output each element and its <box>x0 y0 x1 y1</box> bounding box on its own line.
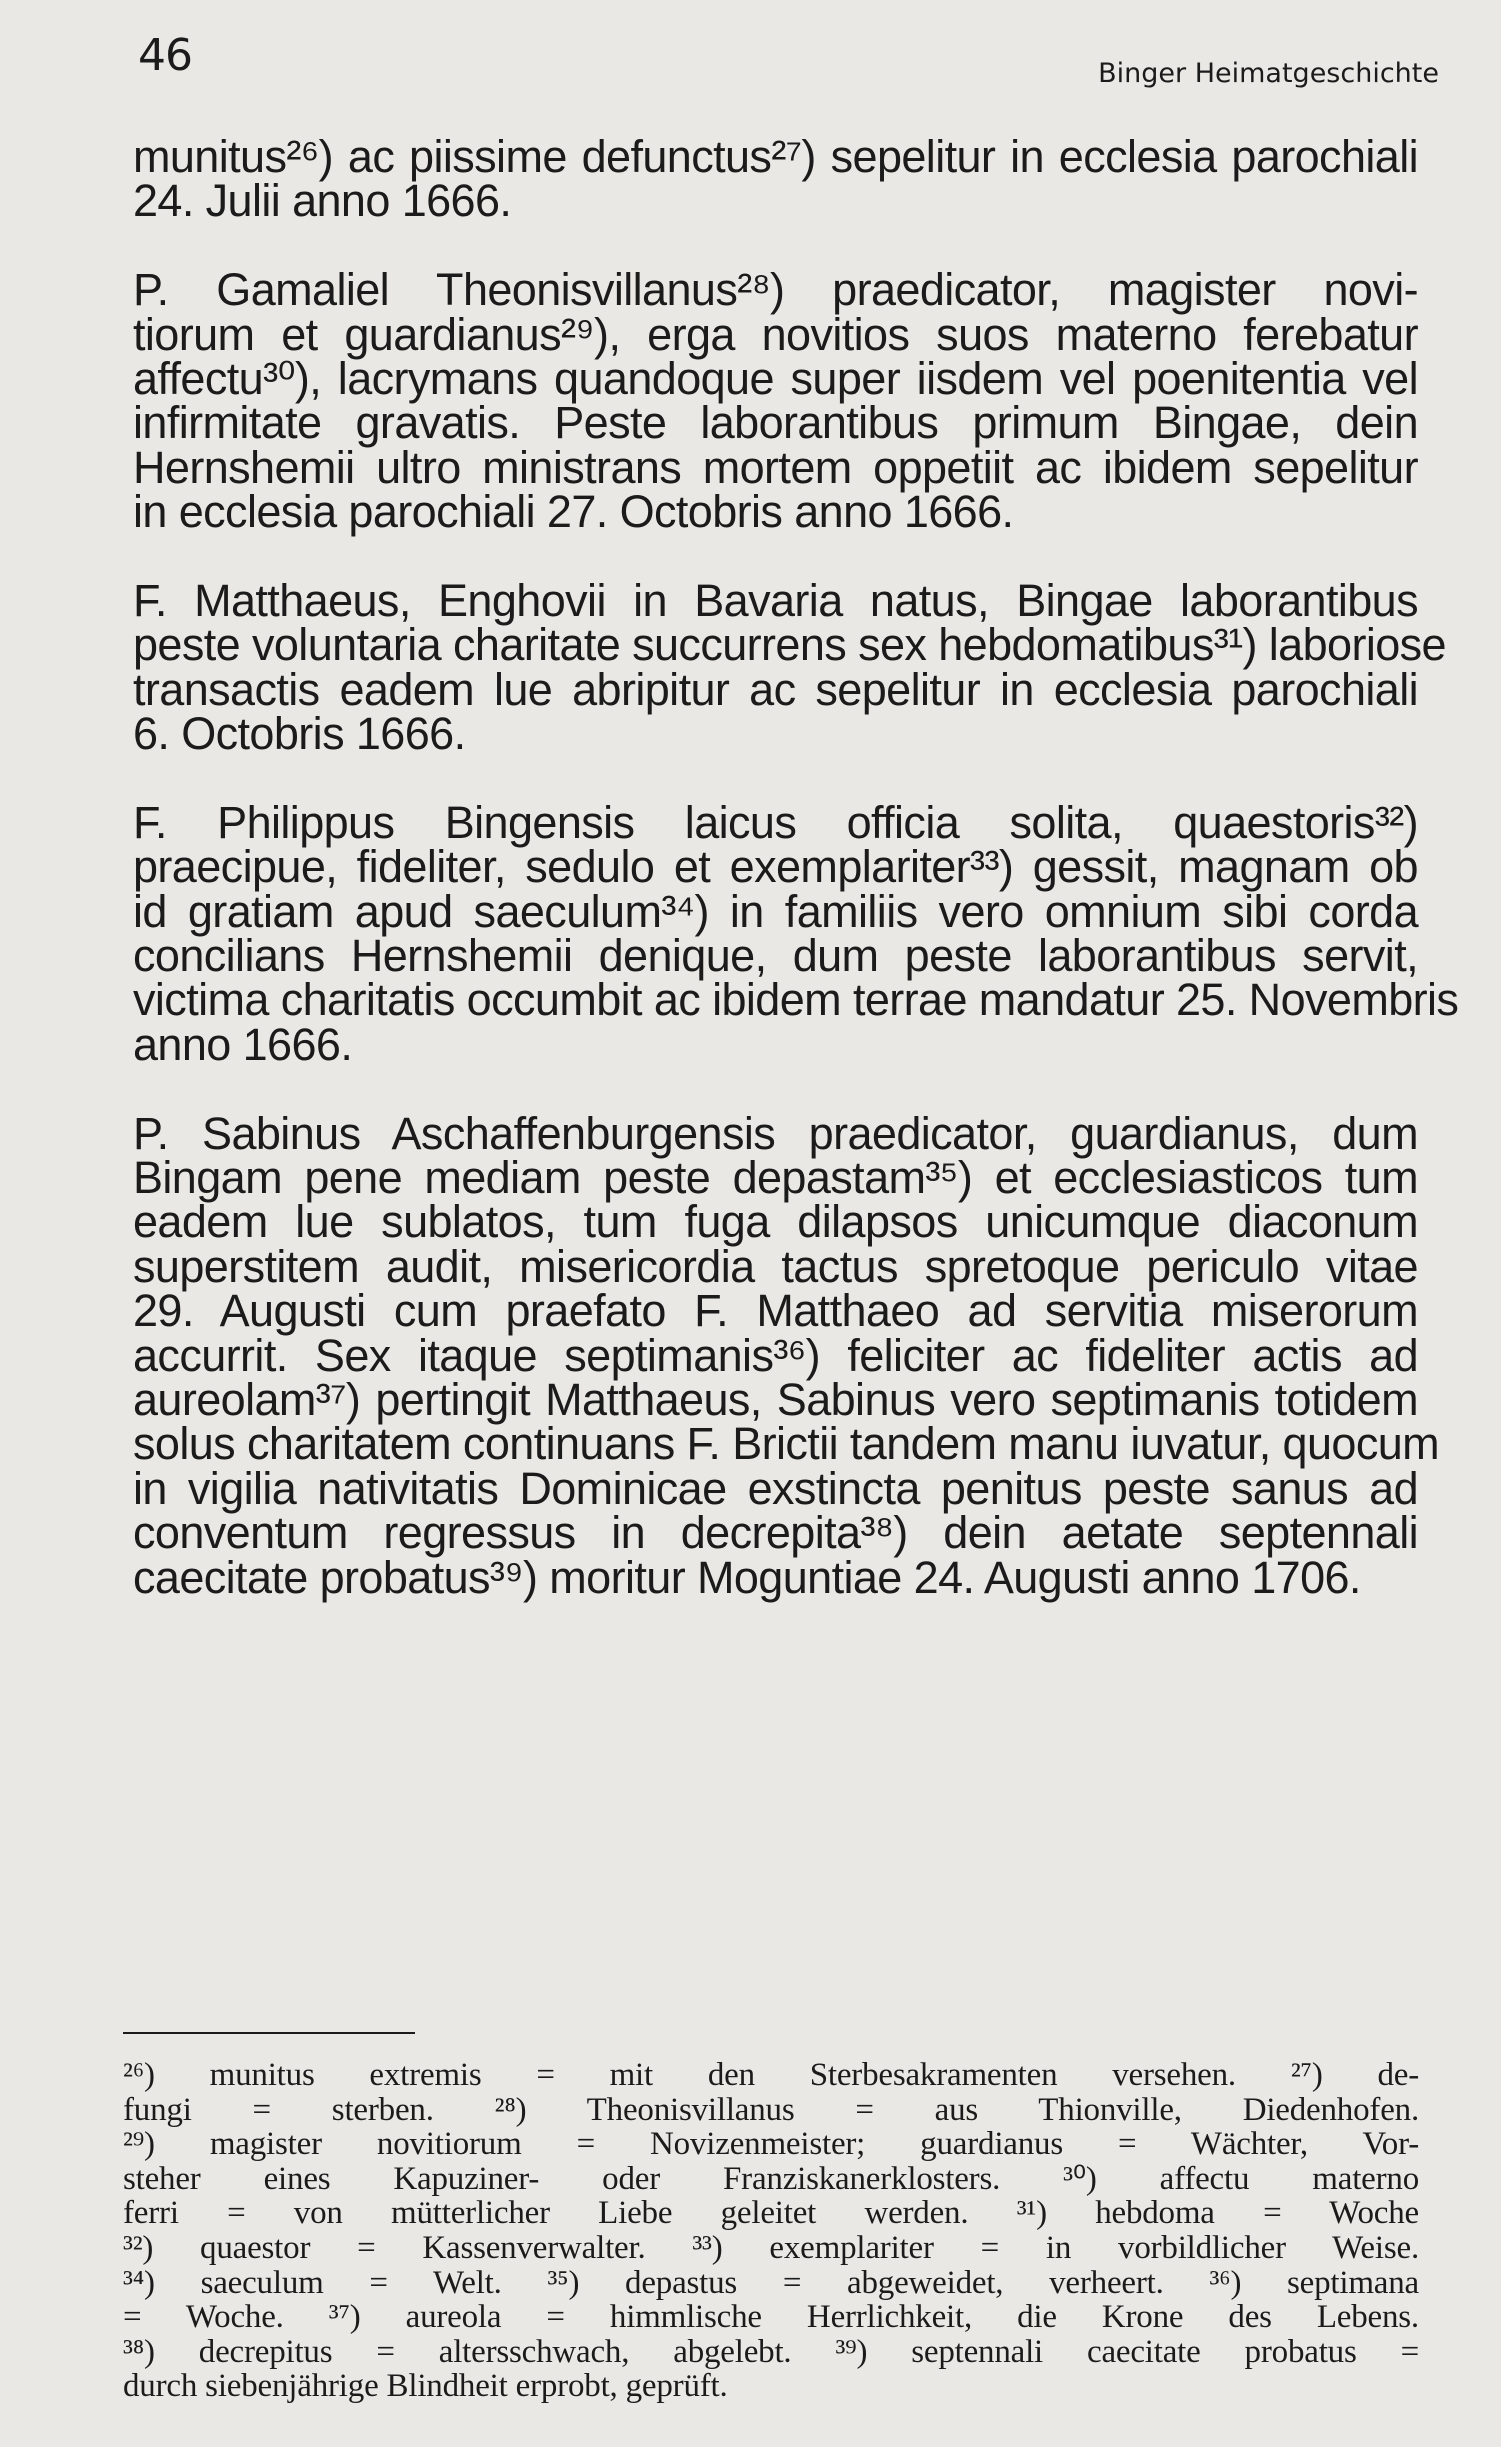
text-line: 29. Augusti cum praefato F. Matthaeo ad servitia miserorum <box>133 1285 1418 1337</box>
text-line: concilians Hernshemii denique, dum peste laborantibus servit, <box>133 930 1418 982</box>
text-line: praecipue, fideliter, sedulo et exemplariter³³) gessit, magnam ob <box>133 841 1418 893</box>
text-line: P. Gamaliel Theonisvillanus²⁸) praedicator, magister novi- <box>133 264 1418 316</box>
text-line: 24. Julii anno 1666. <box>133 175 512 227</box>
text-line: solus charitatem continuans F. Brictii tandem manu iuvatur, quocum <box>133 1418 1440 1470</box>
paragraph-gap <box>133 756 1418 800</box>
footnote-line: durch siebenjährige Blindheit erprobt, geprüft. <box>123 2368 728 2405</box>
text-line: 6. Octobris 1666. <box>133 708 466 760</box>
paragraph-gap <box>133 535 1418 579</box>
footnote-line: ³²) quaestor = Kassenverwalter. ³³) exemplariter = in vorbildlicher Weise. <box>123 2229 1419 2266</box>
text-line: superstitem audit, misericordia tactus spretoque periculo vitae <box>133 1240 1418 1292</box>
text-line: caecitate probatus³⁹) moritur Moguntiae 24. Augusti anno 1706. <box>133 1551 1361 1603</box>
footnote-line: = Woche. ³⁷) aureola = himmlische Herrlichkeit, die Krone des Lebens. <box>123 2299 1419 2336</box>
text-line: in vigilia nativitatis Dominicae exstincta penitus peste sanus ad <box>133 1462 1418 1514</box>
body-text <box>133 131 1459 1603</box>
text-line: P. Sabinus Aschaffenburgensis praedicator, guardianus, dum <box>133 1107 1418 1159</box>
text-line: victima charitatis occumbit ac ibidem terrae mandatur 25. Novembris <box>133 974 1459 1026</box>
paragraph-gap <box>133 1067 1418 1111</box>
footnote-rule <box>123 2032 415 2034</box>
footnote-line: ferri = von mütterlicher Liebe geleitet werden. ³¹) hebdoma = Woche <box>123 2195 1419 2232</box>
text-line: Hernshemii ultro ministrans mortem oppetiit ac ibidem sepelitur <box>133 441 1418 493</box>
paragraph-gap <box>133 224 1418 268</box>
text-line: F. Matthaeus, Enghovii in Bavaria natus, Bingae laborantibus <box>133 574 1418 626</box>
text-line: eadem lue sublatos, tum fuga dilapsos unicumque diaconum <box>133 1196 1418 1248</box>
footnotes <box>123 2058 1419 2404</box>
footnote-line: ³⁴) saeculum = Welt. ³⁵) depastus = abgeweidet, verheert. ³⁶) septimana <box>123 2264 1419 2301</box>
footnote-line: ²⁹) magister novitiorum = Novizenmeister; guardianus = Wächter, Vor- <box>123 2126 1419 2163</box>
text-line: munitus²⁶) ac piissime defunctus²⁷) sepelitur in ecclesia parochiali <box>133 131 1418 182</box>
page-number: 46 <box>138 30 192 81</box>
text-line: anno 1666. <box>133 1018 353 1070</box>
footnote-line: ²⁶) munitus extremis = mit den Sterbesakramenten versehen. ²⁷) de- <box>123 2057 1419 2093</box>
text-line: F. Philippus Bingensis laicus officia solita, quaestoris³²) <box>133 796 1418 848</box>
footnote-line: steher eines Kapuziner- oder Franziskanerklosters. ³⁰) affectu materno <box>123 2160 1419 2197</box>
text-line: affectu³⁰), lacrymans quandoque super iisdem vel poenitentia vel <box>133 352 1418 404</box>
text-line: accurrit. Sex itaque septimanis³⁶) feliciter ac fideliter actis ad <box>133 1329 1418 1381</box>
text-line: id gratiam apud saeculum³⁴) in familiis vero omnium sibi corda <box>133 885 1418 937</box>
running-head: Binger Heimatgeschichte <box>1098 58 1439 89</box>
text-line: transactis eadem lue abripitur ac sepelitur in ecclesia parochiali <box>133 663 1418 715</box>
text-line: infirmitate gravatis. Peste laborantibus primum Bingae, dein <box>133 397 1418 449</box>
text-line: Bingam pene mediam peste depastam³⁵) et ecclesiasticos tum <box>133 1151 1418 1203</box>
text-line: conventum regressus in decrepita³⁸) dein aetate septennali <box>133 1507 1418 1559</box>
text-line: tiorum et guardianus²⁹), erga novitios suos materno ferebatur <box>133 308 1418 360</box>
text-line: peste voluntaria charitate succurrens sex hebdomatibus³¹) laboriose <box>133 619 1446 671</box>
footnote-line: fungi = sterben. ²⁸) Theonisvillanus = aus Thionville, Diedenhofen. <box>123 2091 1419 2128</box>
text-line: aureolam³⁷) pertingit Matthaeus, Sabinus vero septimanis totidem <box>133 1373 1418 1425</box>
footnote-line: ³⁸) decrepitus = altersschwach, abgelebt. ³⁹) septennali caecitate probatus = <box>123 2333 1419 2370</box>
text-line: in ecclesia parochiali 27. Octobris anno 1666. <box>133 486 1014 538</box>
